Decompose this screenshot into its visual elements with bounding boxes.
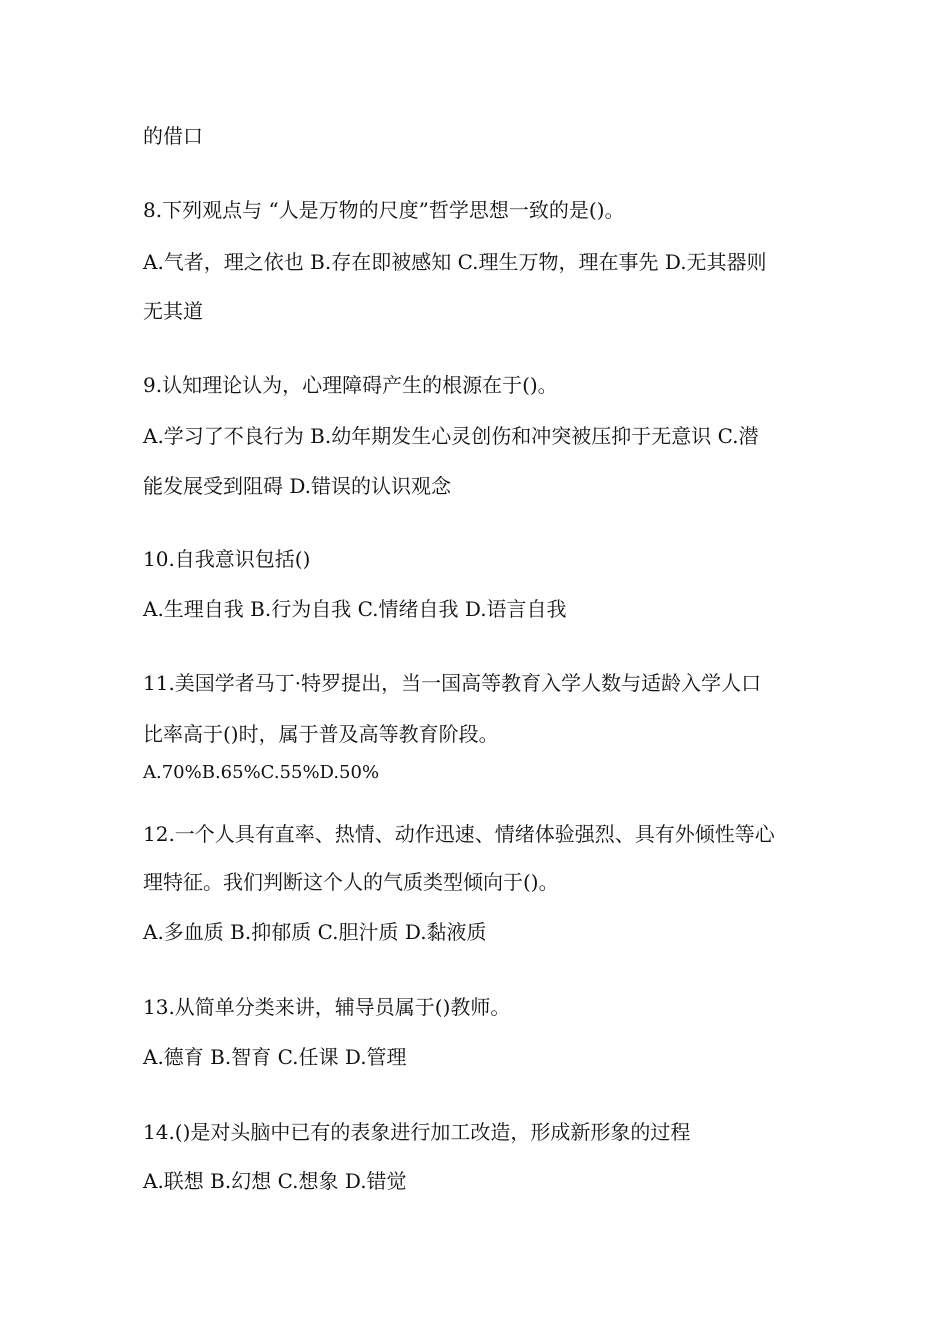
question-14: 14.()是对头脑中已有的表象进行加工改造，形成新形象的过程: [143, 1120, 691, 1144]
question-8-options-line-1: A.气者，理之依也 B.存在即被感知 C.理生万物，理在事先 D.无其器则: [143, 250, 767, 274]
question-9: 9.认知理论认为，心理障碍产生的根源在于()。: [143, 373, 558, 397]
question-11-line-2: 比率高于()时，属于普及高等教育阶段。: [143, 722, 499, 746]
question-11-line-1: 11.美国学者马丁·特罗提出，当一国高等教育入学人数与适龄入学人口: [143, 671, 762, 695]
question-14-options: A.联想 B.幻想 C.想象 D.错觉: [143, 1169, 407, 1193]
question-9-options-line-2: 能发展受到阻碍 D.错误的认识观念: [143, 474, 452, 498]
question-12-line-1: 12.一个人具有直率、热情、动作迅速、情绪体验强烈、具有外倾性等心: [143, 822, 775, 846]
question-9-options-line-1: A.学习了不良行为 B.幼年期发生心灵创伤和冲突被压抑于无意识 C.潜: [143, 424, 759, 448]
question-10-options: A.生理自我 B.行为自我 C.情绪自我 D.语言自我: [143, 597, 567, 621]
question-8: 8.下列观点与 “人是万物的尺度”哲学思想一致的是()。: [143, 198, 625, 222]
question-13: 13.从简单分类来讲，辅导员属于()教师。: [143, 995, 511, 1019]
question-11-options: A.70%B.65%C.55%D.50%: [143, 762, 380, 783]
question-13-options: A.德育 B.智育 C.任课 D.管理: [143, 1045, 407, 1069]
question-8-options-line-2: 无其道: [143, 299, 203, 323]
question-10: 10.自我意识包括(): [143, 547, 311, 571]
text-line-continuation: 的借口: [143, 124, 203, 148]
question-12-options: A.多血质 B.抑郁质 C.胆汁质 D.黏液质: [143, 920, 487, 944]
question-12-line-2: 理特征。我们判断这个人的气质类型倾向于()。: [143, 870, 559, 894]
